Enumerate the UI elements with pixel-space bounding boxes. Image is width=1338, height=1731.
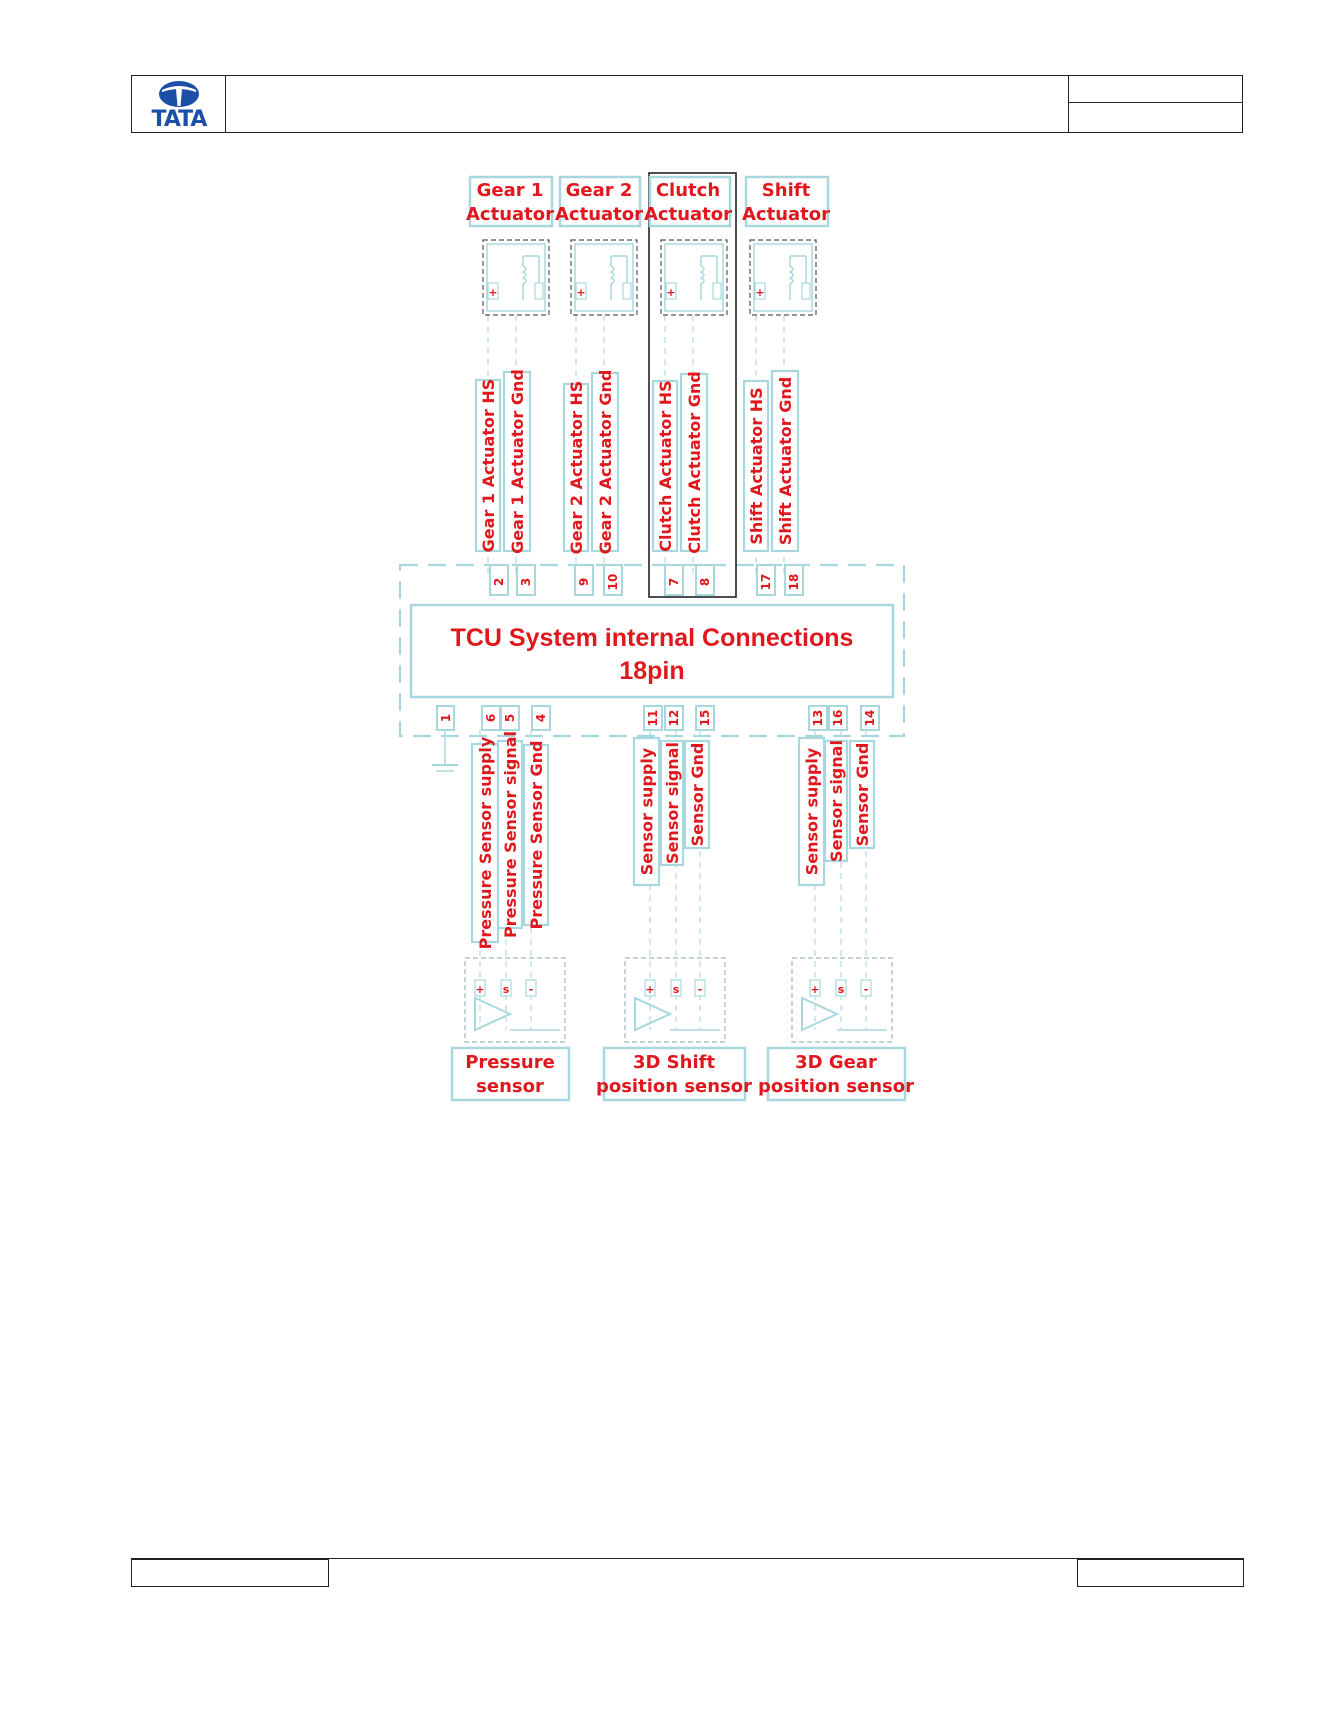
- wire-label-hs: Clutch Actuator HS: [656, 380, 675, 552]
- wire-label-gnd: Gear 1 Actuator Gnd: [508, 369, 527, 554]
- terminal-plus-label: +: [755, 286, 765, 299]
- actuator-title-line1: Gear 2: [565, 180, 633, 201]
- actuator-title-line2: Actuator: [643, 204, 733, 225]
- pin-number: 12: [667, 709, 681, 727]
- actuator-title-line2: Actuator: [465, 204, 555, 225]
- wire-label-hs: Gear 1 Actuator HS: [479, 378, 498, 553]
- sensor-title-line2: sensor: [476, 1076, 544, 1097]
- logo-wordmark: TATA: [151, 107, 207, 132]
- terminal-label: s: [837, 983, 845, 996]
- pin-number: 14: [863, 709, 877, 727]
- ground-connection: [432, 706, 458, 771]
- solenoid-actuator-icon: [483, 240, 549, 315]
- wire-label-gnd: Gear 2 Actuator Gnd: [596, 369, 615, 555]
- sensor-title-line1: Pressure: [465, 1052, 555, 1073]
- sensor-wire-label: Pressure Sensor supply: [476, 736, 495, 950]
- terminal-label: -: [528, 983, 534, 996]
- terminal-plus-label: +: [576, 286, 586, 299]
- actuator-title-line2: Actuator: [554, 204, 644, 225]
- pin-number-gnd: 18: [787, 573, 801, 591]
- pin-number: 4: [534, 713, 548, 723]
- tcu-subtitle: 18pin: [619, 657, 685, 685]
- actuator-title-line2: Actuator: [741, 204, 831, 225]
- pin-number-hs: 17: [759, 573, 773, 591]
- actuator-4: [742, 177, 830, 595]
- sensor-title-line1: 3D Gear: [795, 1052, 877, 1073]
- terminal-label: s: [672, 983, 680, 996]
- actuator-1: [466, 177, 554, 595]
- wire-label-gnd: Clutch Actuator Gnd: [685, 371, 704, 554]
- sensor-wire-label: Sensor Gnd: [688, 742, 707, 847]
- actuator-group: [466, 177, 830, 595]
- pin-number-gnd: 3: [519, 577, 533, 587]
- terminal-label: +: [475, 983, 485, 996]
- pin-number-hs: 9: [577, 577, 591, 587]
- sensor-wire-label: Sensor Gnd: [853, 742, 872, 847]
- sensor-wire-label: Pressure Sensor Gnd: [527, 740, 546, 930]
- sensor-icon: [625, 958, 725, 1042]
- sensor-wire-label: Sensor supply: [802, 747, 822, 876]
- sensor-title-line2: position sensor: [595, 1076, 753, 1097]
- solenoid-actuator-icon: [661, 240, 727, 315]
- pin-number-gnd: 10: [606, 573, 620, 591]
- sensor-1: [452, 706, 569, 1100]
- pin-number: 11: [646, 709, 660, 727]
- terminal-label: -: [697, 983, 703, 996]
- sensor-3: [758, 706, 914, 1100]
- sensor-title-line2: position sensor: [757, 1076, 915, 1097]
- pin-number-gnd: 8: [698, 577, 712, 587]
- terminal-label: -: [863, 983, 869, 996]
- pin-number: 16: [831, 709, 845, 727]
- sensor-2: [596, 706, 752, 1100]
- wire-label-gnd: Shift Actuator Gnd: [776, 376, 795, 546]
- actuator-2: [555, 177, 643, 595]
- sensor-wire-label: Sensor signal: [827, 740, 846, 862]
- pin-number: 6: [484, 713, 498, 723]
- actuator-title-line1: Shift: [761, 180, 811, 201]
- pin-number-ground: 1: [439, 713, 453, 723]
- pin-number: 13: [811, 709, 825, 727]
- sensor-group: [452, 706, 914, 1100]
- terminal-label: s: [502, 983, 510, 996]
- terminal-label: +: [645, 983, 655, 996]
- solenoid-actuator-icon: [571, 240, 637, 315]
- terminal-plus-label: +: [666, 286, 676, 299]
- sensor-wire-label: Sensor signal: [663, 742, 682, 864]
- tcu-title: TCU System internal Connections: [450, 624, 854, 652]
- actuator-title-line1: Gear 1: [476, 180, 544, 201]
- wire-label-hs: Gear 2 Actuator HS: [567, 380, 586, 555]
- sensor-title-line1: 3D Shift: [632, 1052, 716, 1073]
- sensor-icon: [792, 958, 892, 1042]
- terminal-label: +: [810, 983, 820, 996]
- actuator-title-line1: Clutch: [655, 180, 721, 201]
- wire-label-hs: Shift Actuator HS: [747, 387, 766, 545]
- pin-number: 5: [503, 713, 517, 723]
- sensor-wire-label: Sensor supply: [637, 747, 657, 876]
- pin-number: 15: [698, 709, 712, 727]
- solenoid-actuator-icon: [750, 240, 816, 315]
- sensor-wire-label: Pressure Sensor signal: [501, 730, 520, 939]
- pin-number-hs: 7: [667, 577, 681, 587]
- actuator-3: [644, 177, 732, 595]
- terminal-plus-label: +: [488, 286, 498, 299]
- pin-number-hs: 2: [492, 577, 506, 587]
